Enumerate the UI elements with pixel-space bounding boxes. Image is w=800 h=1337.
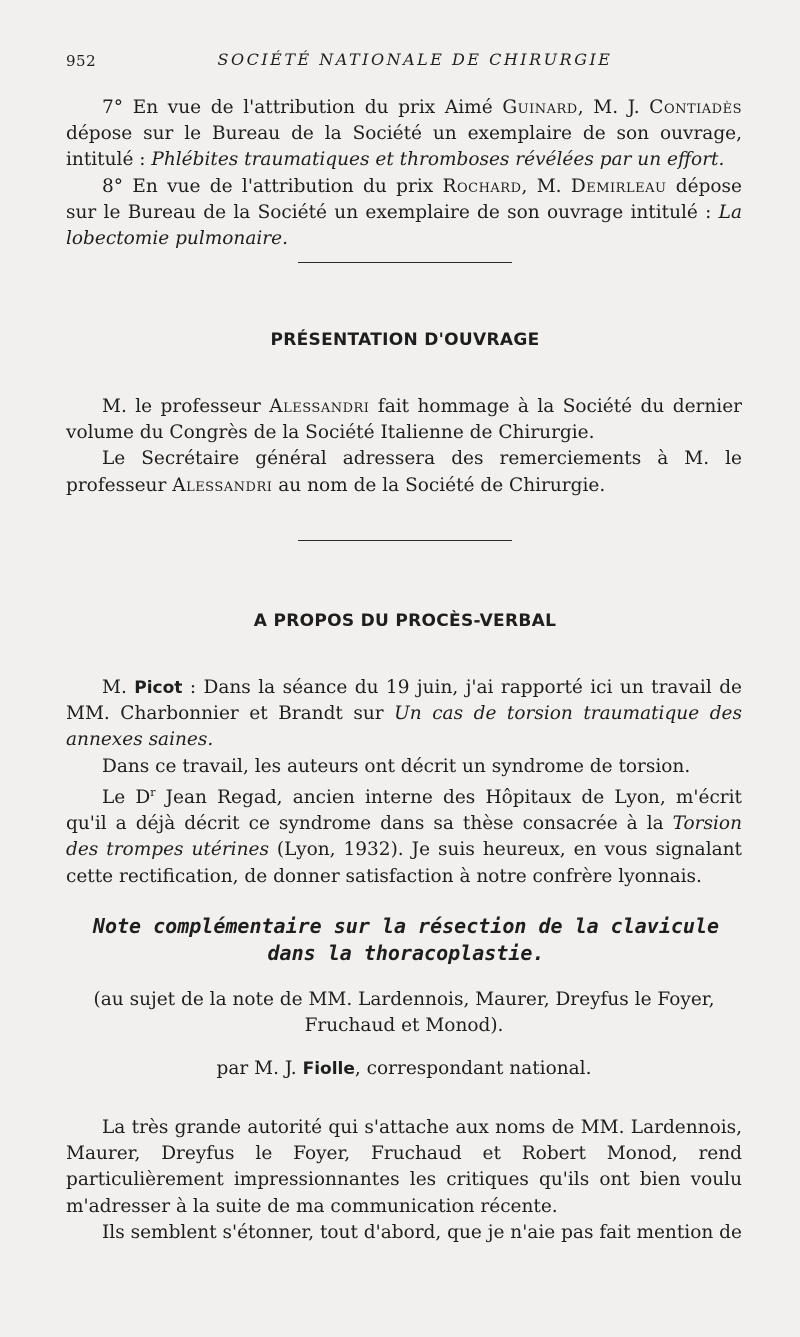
- note-title: Note complémentaire sur la résection de la clavicule dans la thoracoplastie.: [92, 914, 720, 965]
- author-name: Picot: [134, 678, 183, 698]
- note-paragraph: Ils semblent s'étonner, tout d'abord, que je n'aie pas fait mention de: [102, 1221, 742, 1243]
- note-body: [66, 1115, 742, 1246]
- section-divider: [298, 262, 512, 263]
- work-title: Torsion des trompes utérines: [66, 813, 742, 861]
- section-heading-proces-verbal: A PROPOS DU PROCÈS-VERBAL: [253, 611, 557, 631]
- author-name: Fiolle: [302, 1059, 355, 1079]
- item-7-paragraph: 7° En vue de l'attribution du prix Aimé Guinard, M. J. Contiadès dépose sur le Bureau de la Société un exemplaire de son ouvrage, intitulé : Phlébites traumatiques et thromboses révélées par un effort.: [66, 97, 742, 171]
- work-title: Phlébites traumatiques et thromboses révélées par un effort.: [151, 149, 725, 171]
- proces-verbal-paragraph: Dans ce travail, les auteurs ont décrit un syndrome de torsion.: [102, 755, 691, 777]
- work-title: La lobectomie pulmonaire.: [66, 201, 742, 250]
- presentation-paragraph: Le Secrétaire général adressera des remerciements à M. le professeur Alessandri au nom de la Société de Chirurgie.: [66, 448, 742, 496]
- running-header: SOCIÉTÉ NATIONALE DE CHIRURGIE: [217, 50, 613, 69]
- presentation-paragraph: M. le professeur Alessandri fait hommage à la Société du dernier volume du Congrès de la Société Italienne de Chirurgie.: [66, 396, 742, 444]
- note-author: par M. J. Fiolle, correspondant national.: [216, 1058, 592, 1079]
- proces-verbal-section: [66, 675, 742, 890]
- note-subtitle: (au sujet de la note de MM. Lardennois, Maurer, Dreyfus le Foyer, Fruchaud et Monod).: [93, 989, 715, 1037]
- author-name: Demirleau: [570, 175, 667, 197]
- section-heading-presentation: PRÉSENTATION D'OUVRAGE: [270, 330, 540, 350]
- prize-items: [66, 95, 742, 252]
- page-number: 952: [66, 52, 97, 70]
- author-name: Alessandri: [172, 474, 273, 496]
- proces-verbal-paragraph: M. Picot : Dans la séance du 19 juin, j'ai rapporté ici un travail de MM. Charbonnier et Brandt sur Un cas de torsion traumatique des annexes saines.: [66, 677, 742, 751]
- section-divider: [298, 540, 512, 541]
- author-name: Guinard: [502, 97, 578, 118]
- note-paragraph: La très grande autorité qui s'attache aux noms de MM. Lardennois, Maurer, Dreyfus le Foyer, Fruchaud et Robert Monod, rend particulièrement impressionnantes les critiques qu'ils ont bien voulu m'adresser à la suite de ma communication récente.: [66, 1117, 742, 1217]
- work-title: Un cas de torsion traumatique des annexes saines.: [66, 703, 742, 751]
- author-name: Contiadès: [649, 97, 742, 118]
- proces-verbal-paragraph: Le $D^r$ Jean Regad, ancien interne des Hôpitaux de Lyon, m'écrit qu'il a déjà décrit ce syndrome dans sa thèse consacrée à la Torsion des trompes utérines (Lyon, 1932). Je suis heureux, en vous signalant cette rectification, de donner satisfaction à notre confrère lyonnais.: [66, 785, 742, 887]
- author-name: Rochard: [442, 175, 522, 197]
- item-8-paragraph: 8° En vue de l'attribution du prix Rochard, M. Demirleau dépose sur le Bureau de la Société un exemplaire de son ouvrage intitulé : La lobectomie pulmonaire.: [66, 175, 742, 250]
- author-name: Alessandri: [269, 396, 370, 417]
- presentation-section: [66, 394, 742, 499]
